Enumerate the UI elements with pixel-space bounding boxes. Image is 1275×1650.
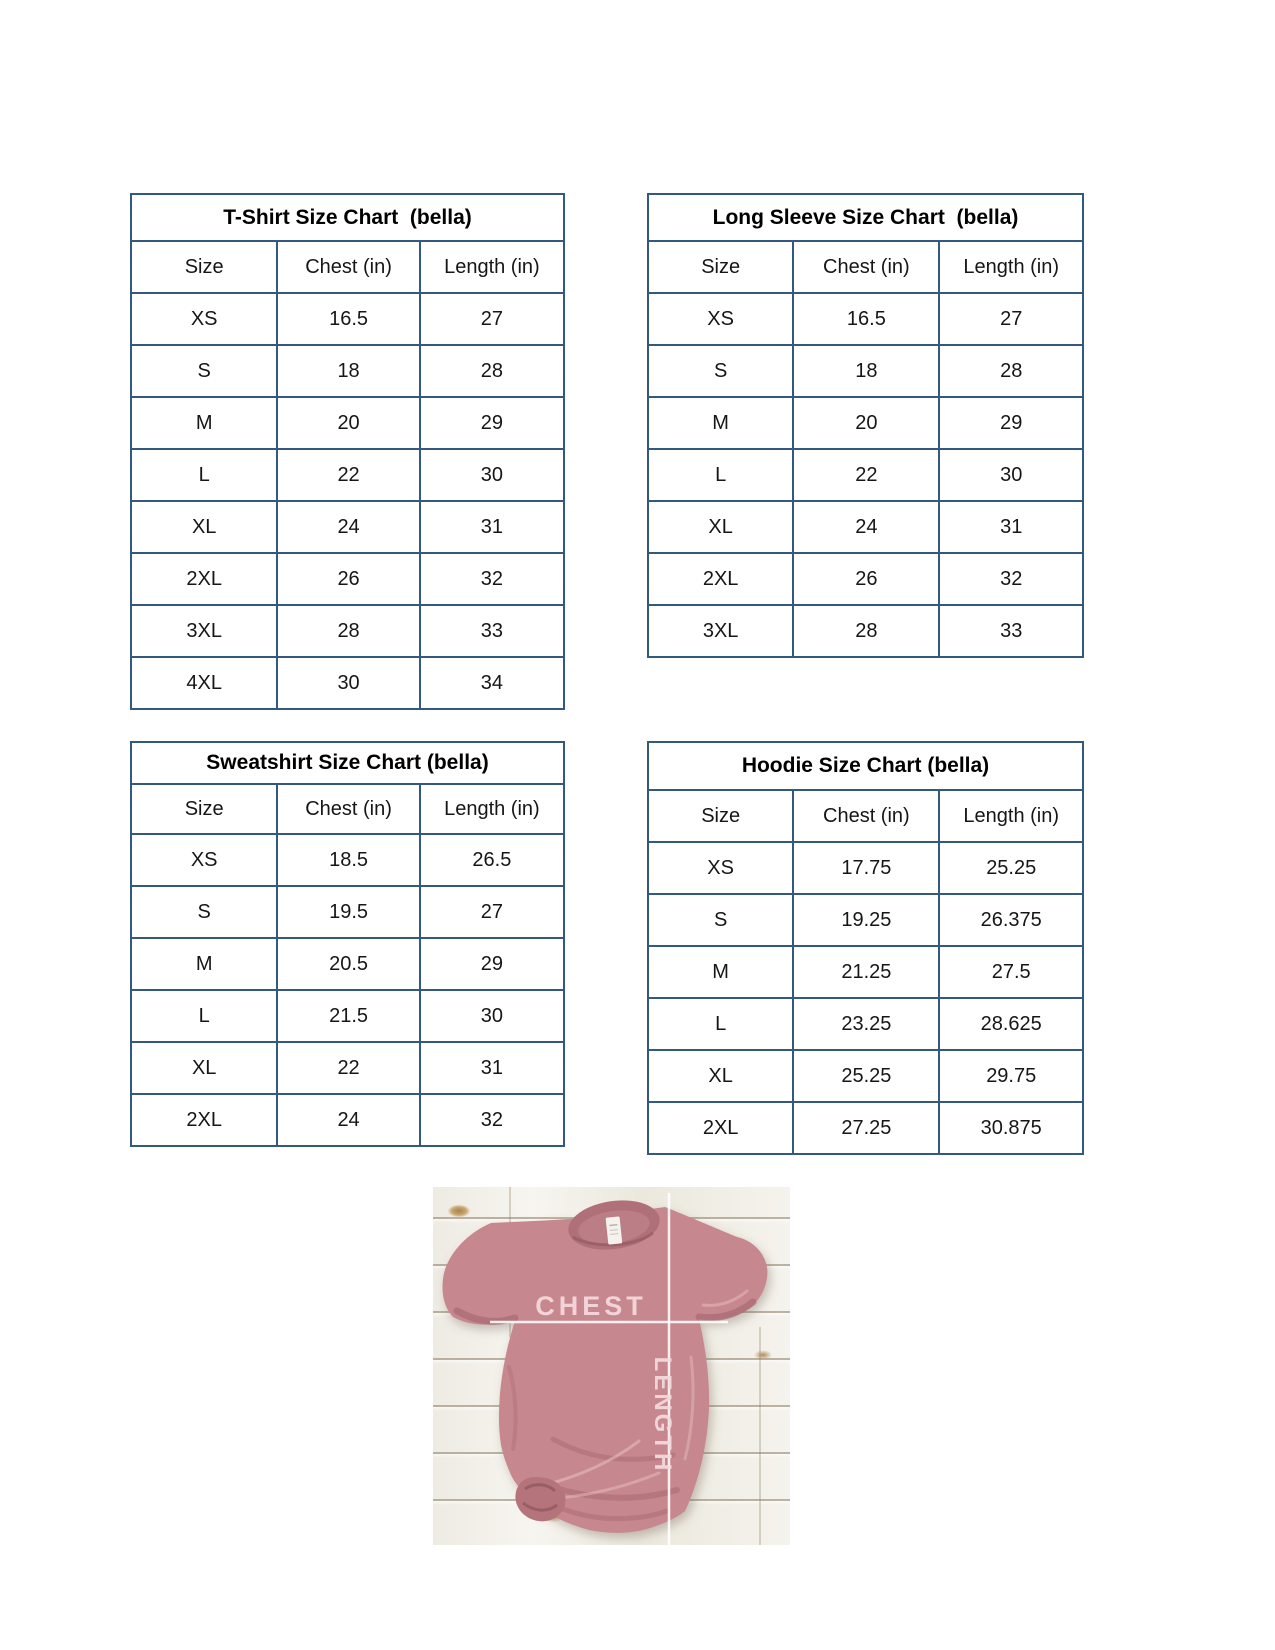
- size-cell: S: [648, 345, 793, 397]
- length-cell: 32: [420, 1094, 564, 1146]
- chest-cell: 21.5: [277, 990, 419, 1042]
- length-cell: 25.25: [939, 842, 1083, 894]
- chest-cell: 27.25: [793, 1102, 939, 1154]
- length-cell: 28: [420, 345, 564, 397]
- chest-cell: 16.5: [793, 293, 939, 345]
- size-cell: L: [131, 990, 277, 1042]
- size-cell: S: [131, 886, 277, 938]
- table-row: [648, 998, 1083, 1050]
- size-cell: 4XL: [131, 657, 277, 709]
- size-cell: L: [131, 449, 277, 501]
- chest-cell: 20: [793, 397, 939, 449]
- chest-cell: 17.75: [793, 842, 939, 894]
- size-cell: M: [648, 397, 793, 449]
- longsleeve-size-chart-table: [647, 193, 1084, 658]
- size-cell: M: [131, 397, 277, 449]
- table-row: [648, 894, 1083, 946]
- length-cell: 34: [420, 657, 564, 709]
- table-row: [648, 501, 1083, 553]
- table-row: [648, 397, 1083, 449]
- length-cell: 26.375: [939, 894, 1083, 946]
- table-row: [131, 1094, 564, 1146]
- table-row: [131, 886, 564, 938]
- chest-cell: 22: [277, 449, 419, 501]
- length-cell: 29: [420, 397, 564, 449]
- size-cell: 2XL: [648, 1102, 793, 1154]
- table-row: [648, 1050, 1083, 1102]
- chest-cell: 18: [277, 345, 419, 397]
- table-row: [131, 938, 564, 990]
- chest-cell: 19.5: [277, 886, 419, 938]
- length-cell: 27: [939, 293, 1083, 345]
- chest-label: CHEST: [535, 1291, 647, 1321]
- tshirt-header-length: Length (in): [420, 241, 564, 293]
- length-cell: 27.5: [939, 946, 1083, 998]
- length-cell: 30: [420, 990, 564, 1042]
- tshirt-size-chart-table: [130, 193, 565, 710]
- chest-cell: 22: [277, 1042, 419, 1094]
- table-row: [131, 605, 564, 657]
- hoodie-header-size: Size: [648, 790, 793, 842]
- chest-cell: 26: [793, 553, 939, 605]
- chest-cell: 25.25: [793, 1050, 939, 1102]
- table-row: [131, 345, 564, 397]
- size-guide-photo: [433, 1187, 790, 1545]
- length-cell: 28: [939, 345, 1083, 397]
- table-row: [648, 449, 1083, 501]
- table-row: [131, 553, 564, 605]
- size-cell: M: [131, 938, 277, 990]
- size-cell: XL: [648, 501, 793, 553]
- size-cell: 2XL: [131, 553, 277, 605]
- length-cell: 30: [939, 449, 1083, 501]
- size-cell: XS: [648, 293, 793, 345]
- table-row: [131, 1042, 564, 1094]
- sweatshirt-header-length: Length (in): [420, 784, 564, 834]
- table-row: [131, 397, 564, 449]
- size-cell: S: [131, 345, 277, 397]
- table-row: [131, 501, 564, 553]
- chest-cell: 23.25: [793, 998, 939, 1050]
- sweatshirt-header-chest: Chest (in): [277, 784, 419, 834]
- collar-label-tag: [606, 1216, 623, 1244]
- size-cell: XL: [648, 1050, 793, 1102]
- size-cell: L: [648, 449, 793, 501]
- table-row: [648, 842, 1083, 894]
- length-cell: 26.5: [420, 834, 564, 886]
- size-cell: XS: [648, 842, 793, 894]
- sweatshirt-header-size: Size: [131, 784, 277, 834]
- tshirt-body: [442, 1207, 767, 1533]
- size-cell: 3XL: [131, 605, 277, 657]
- size-cell: 2XL: [131, 1094, 277, 1146]
- tshirt-header-chest: Chest (in): [277, 241, 419, 293]
- chest-cell: 20: [277, 397, 419, 449]
- length-cell: 33: [420, 605, 564, 657]
- chest-cell: 28: [277, 605, 419, 657]
- tshirt-illustration: [433, 1187, 790, 1545]
- table-row: [131, 834, 564, 886]
- table-row: [131, 657, 564, 709]
- chest-cell: 19.25: [793, 894, 939, 946]
- chest-cell: 18: [793, 345, 939, 397]
- length-label: LENGTH: [649, 1356, 676, 1474]
- hoodie-size-chart-table: [647, 741, 1084, 1155]
- length-cell: 31: [939, 501, 1083, 553]
- size-cell: 3XL: [648, 605, 793, 657]
- hoodie-header-chest: Chest (in): [793, 790, 939, 842]
- table-row: [648, 553, 1083, 605]
- tshirt-table-title: T-Shirt Size Chart (bella): [131, 194, 564, 241]
- longsleeve-header-chest: Chest (in): [793, 241, 939, 293]
- chest-cell: 22: [793, 449, 939, 501]
- chest-cell: 24: [277, 1094, 419, 1146]
- hoodie-table-title: Hoodie Size Chart (bella): [648, 742, 1083, 790]
- chest-cell: 24: [793, 501, 939, 553]
- size-cell: 2XL: [648, 553, 793, 605]
- size-cell: L: [648, 998, 793, 1050]
- length-cell: 31: [420, 1042, 564, 1094]
- chest-cell: 20.5: [277, 938, 419, 990]
- size-cell: XS: [131, 293, 277, 345]
- longsleeve-table-title: Long Sleeve Size Chart (bella): [648, 194, 1083, 241]
- length-cell: 33: [939, 605, 1083, 657]
- length-cell: 31: [420, 501, 564, 553]
- length-cell: 32: [939, 553, 1083, 605]
- table-row: [131, 449, 564, 501]
- table-row: [648, 345, 1083, 397]
- length-cell: 30: [420, 449, 564, 501]
- chest-cell: 18.5: [277, 834, 419, 886]
- chest-cell: 21.25: [793, 946, 939, 998]
- chest-cell: 16.5: [277, 293, 419, 345]
- chest-cell: 28: [793, 605, 939, 657]
- size-cell: M: [648, 946, 793, 998]
- table-row: [648, 293, 1083, 345]
- length-cell: 29.75: [939, 1050, 1083, 1102]
- longsleeve-header-size: Size: [648, 241, 793, 293]
- length-cell: 27: [420, 886, 564, 938]
- length-cell: 29: [939, 397, 1083, 449]
- size-cell: S: [648, 894, 793, 946]
- table-row: [648, 1102, 1083, 1154]
- size-cell: XS: [131, 834, 277, 886]
- length-cell: 29: [420, 938, 564, 990]
- hoodie-header-length: Length (in): [939, 790, 1083, 842]
- table-row: [648, 946, 1083, 998]
- table-row: [131, 990, 564, 1042]
- length-cell: 27: [420, 293, 564, 345]
- chest-cell: 30: [277, 657, 419, 709]
- sweatshirt-size-chart-table: [130, 741, 565, 1147]
- length-cell: 30.875: [939, 1102, 1083, 1154]
- length-cell: 32: [420, 553, 564, 605]
- tshirt-header-size: Size: [131, 241, 277, 293]
- chest-cell: 24: [277, 501, 419, 553]
- chest-cell: 26: [277, 553, 419, 605]
- size-cell: XL: [131, 1042, 277, 1094]
- length-cell: 28.625: [939, 998, 1083, 1050]
- table-row: [131, 293, 564, 345]
- size-cell: XL: [131, 501, 277, 553]
- longsleeve-header-length: Length (in): [939, 241, 1083, 293]
- sweatshirt-table-title: Sweatshirt Size Chart (bella): [131, 742, 564, 784]
- table-row: [648, 605, 1083, 657]
